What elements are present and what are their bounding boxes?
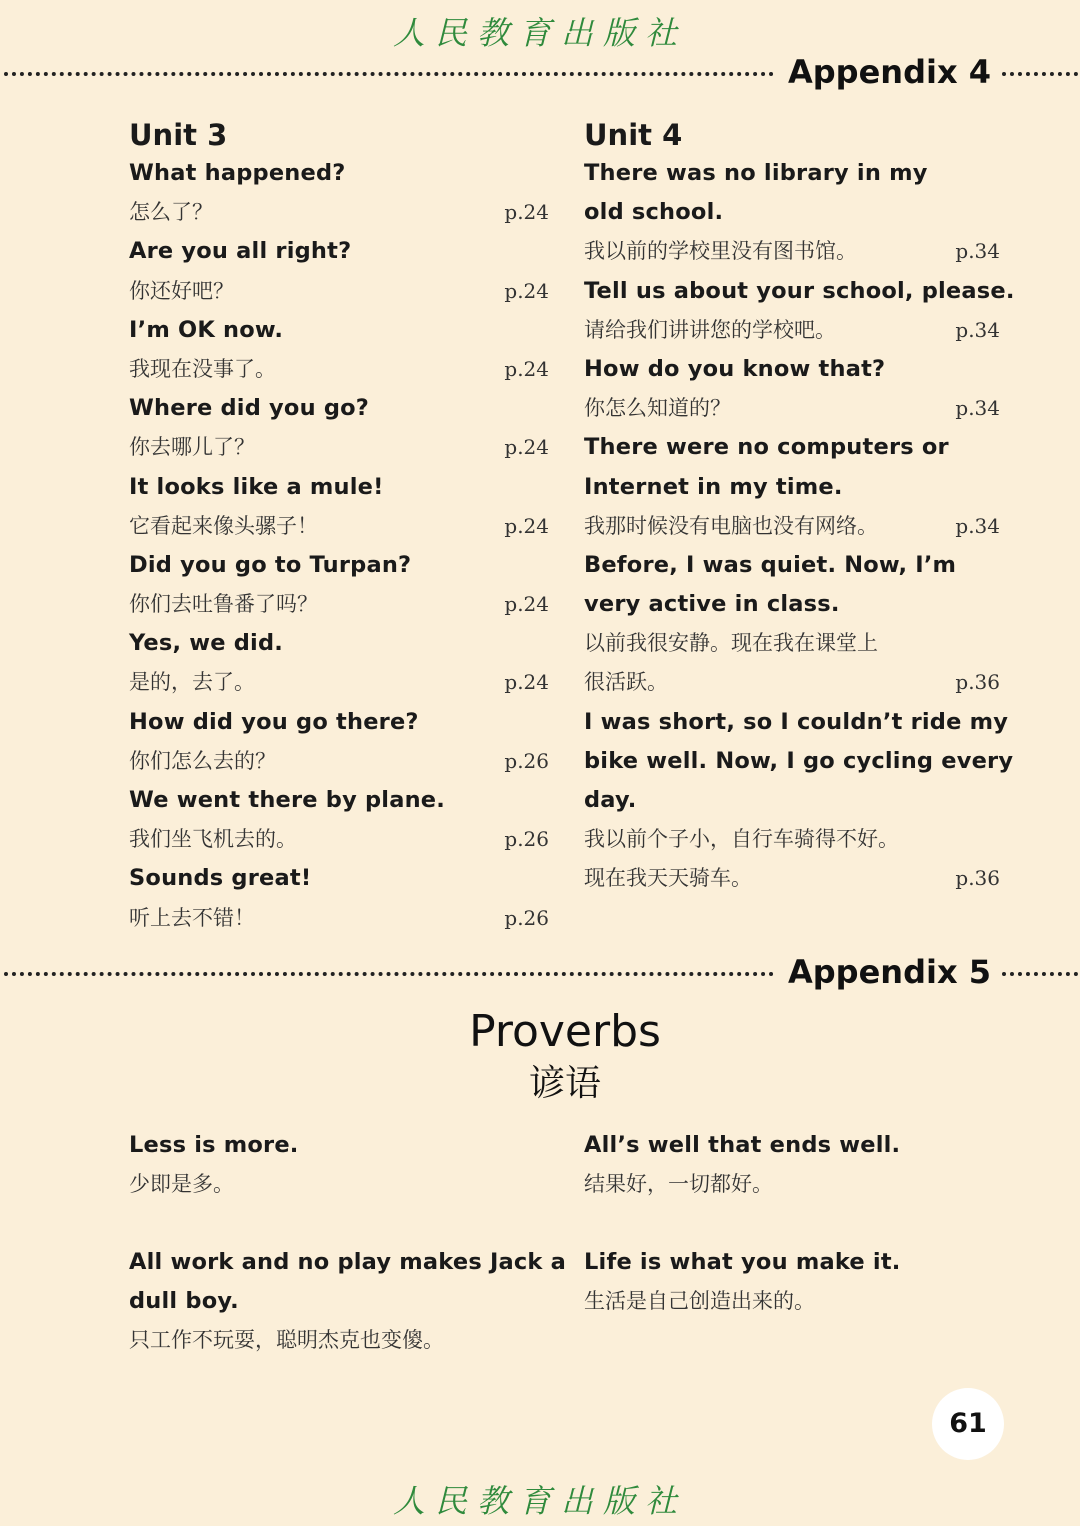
phrase-text: 我以前个子小，自行车骑得不好。 — [584, 827, 899, 852]
phrase-chinese — [129, 820, 549, 859]
phrase-chinese — [584, 663, 1000, 702]
phrase-english — [129, 624, 549, 663]
phrase-text: Are you all right? — [129, 238, 352, 265]
phrase-text: 我们坐飞机去的。 — [129, 827, 297, 852]
page-reference: p.26 — [504, 905, 549, 930]
phrase-chinese — [584, 232, 1000, 271]
phrase-english — [584, 272, 1015, 311]
phrase-english — [129, 546, 549, 585]
phrase-text: How did you go there? — [129, 708, 419, 735]
proverb-chinese: 生活是自己创造出来的。 — [584, 1289, 815, 1314]
phrase-text: There were no computers or — [584, 434, 949, 461]
phrase-text: bike well. Now, I go cycling every — [584, 747, 1014, 774]
proverb-english: dull boy. — [129, 1288, 239, 1315]
proverb-english: All’s well that ends well. — [584, 1132, 901, 1158]
unit4-phrases — [584, 154, 1015, 899]
page-reference: p.24 — [504, 356, 549, 381]
phrase-text: We went there by plane. — [129, 787, 446, 813]
phrase-text: 你们怎么去的？ — [129, 748, 276, 773]
phrase-chinese — [129, 507, 549, 546]
page-reference: p.24 — [504, 513, 549, 538]
phrase-english — [129, 859, 549, 898]
page-reference: p.34 — [955, 317, 1000, 342]
phrase-english — [584, 742, 1014, 781]
proverb-chinese: 少即是多。 — [129, 1172, 234, 1197]
phrase-english — [584, 428, 1000, 467]
phrase-english — [129, 389, 549, 428]
page-reference: p.26 — [504, 748, 549, 773]
phrase-text: 你怎么知道的？ — [584, 396, 731, 421]
page-reference: p.34 — [955, 239, 1000, 264]
phrase-text: Internet in my time. — [584, 473, 843, 500]
dotted-rule — [4, 972, 774, 976]
page-reference: p.24 — [504, 278, 549, 303]
proverbs-heading: Proverbs — [469, 1006, 661, 1057]
appendix5-header — [0, 952, 1080, 992]
page-reference: p.26 — [504, 827, 549, 852]
phrase-chinese — [584, 624, 1000, 663]
phrase-text: 怎么了？ — [129, 200, 213, 225]
phrase-text: day. — [584, 787, 637, 813]
phrase-text: I was short, so I couldn’t ride my — [584, 708, 1009, 735]
phrase-english — [584, 703, 1009, 742]
phrase-text: 是的，去了。 — [129, 670, 255, 695]
phrase-english — [584, 585, 1000, 624]
phrase-chinese — [129, 899, 549, 938]
publisher-logo-top: 人民教育出版社 — [392, 14, 687, 52]
page-reference: p.24 — [504, 592, 549, 617]
proverb-item — [584, 1243, 1014, 1321]
appendix4-title: Appendix 4 — [788, 53, 991, 91]
phrase-text: 你们去吐鲁番了吗？ — [129, 592, 318, 617]
phrase-text: 我以前的学校里没有图书馆。 — [584, 239, 857, 264]
unit3-title: Unit 3 — [129, 118, 228, 152]
phrase-text: What happened? — [129, 160, 346, 186]
phrase-english — [584, 154, 1000, 193]
phrase-text: It looks like a mule! — [129, 473, 384, 500]
phrase-english — [584, 468, 1000, 507]
phrase-text: Tell us about your school, please. — [584, 277, 1015, 304]
phrase-english — [584, 781, 1000, 820]
phrase-text: There was no library in my — [584, 160, 928, 186]
page-reference: p.34 — [955, 396, 1000, 421]
proverb-chinese: 结果好，一切都好。 — [584, 1172, 773, 1197]
phrase-english — [129, 468, 549, 507]
phrase-text: How do you know that? — [584, 355, 886, 382]
phrase-text: very active in class. — [584, 591, 840, 618]
phrase-text: Did you go to Turpan? — [129, 551, 412, 578]
unit3-column — [129, 118, 549, 938]
phrase-text: 你去哪儿了？ — [129, 435, 255, 460]
phrase-text: old school. — [584, 199, 724, 226]
phrase-text: Yes, we did. — [129, 630, 284, 657]
phrase-english — [584, 350, 1000, 389]
phrase-english — [129, 311, 549, 350]
phrase-text: 它看起来像头骡子！ — [129, 513, 318, 538]
phrase-english — [129, 703, 549, 742]
phrase-english — [129, 232, 549, 271]
dotted-rule — [4, 72, 774, 76]
phrase-text: 很活跃。 — [584, 670, 668, 695]
phrase-english — [129, 781, 549, 820]
phrase-text: 你还好吧？ — [129, 278, 234, 303]
proverb-item — [129, 1126, 559, 1204]
phrase-chinese — [129, 742, 549, 781]
phrase-text: Where did you go? — [129, 395, 370, 422]
phrase-text: 我那时候没有电脑也没有网络。 — [584, 513, 878, 538]
page-reference: p.36 — [955, 670, 1000, 695]
unit3-phrases — [129, 154, 549, 938]
phrase-chinese — [584, 859, 1000, 898]
phrase-chinese — [129, 663, 549, 702]
phrase-chinese — [129, 350, 549, 389]
phrase-chinese — [129, 272, 549, 311]
phrase-text: Sounds great! — [129, 865, 312, 892]
page-reference: p.24 — [504, 200, 549, 225]
appendix4-header — [0, 52, 1080, 92]
phrase-text: 请给我们讲讲您的学校吧。 — [584, 317, 836, 342]
dotted-rule — [1002, 72, 1078, 76]
proverbs-heading-zh: 谚语 — [528, 1063, 601, 1104]
phrase-text: 听上去不错！ — [129, 905, 255, 930]
phrase-chinese — [584, 389, 1000, 428]
phrase-chinese — [584, 820, 1000, 859]
page-reference: p.24 — [504, 435, 549, 460]
phrase-text: 以前我很安静。现在我在课堂上 — [584, 631, 878, 656]
phrase-text: Before, I was quiet. Now, I’m — [584, 551, 957, 578]
phrase-english — [129, 154, 549, 193]
unit4-title: Unit 4 — [584, 118, 683, 152]
page-reference: p.36 — [955, 866, 1000, 891]
proverb-chinese: 只工作不玩耍，聪明杰克也变傻。 — [129, 1328, 444, 1353]
phrase-chinese — [129, 193, 549, 232]
proverb-english: Life is what you make it. — [584, 1249, 901, 1275]
proverb-english: Less is more. — [129, 1132, 299, 1158]
phrase-chinese — [129, 585, 549, 624]
unit4-column — [584, 118, 1015, 899]
dotted-rule — [1002, 972, 1078, 976]
phrase-text: 我现在没事了。 — [129, 356, 276, 381]
phrase-english — [584, 193, 1000, 232]
phrase-text: I’m OK now. — [129, 316, 284, 343]
phrase-text: 现在我天天骑车。 — [584, 866, 752, 891]
publisher-logo-bottom: 人民教育出版社 — [392, 1482, 687, 1520]
proverb-english: All work and no play makes Jack a — [129, 1249, 567, 1275]
page-number: 61 — [932, 1388, 1004, 1460]
appendix5-title: Appendix 5 — [788, 953, 991, 991]
phrase-english — [584, 546, 1000, 585]
phrase-chinese — [584, 507, 1000, 546]
phrase-chinese — [584, 311, 1000, 350]
page-reference: p.34 — [955, 513, 1000, 538]
proverb-item — [129, 1243, 567, 1361]
page-reference: p.24 — [504, 670, 549, 695]
proverb-item — [584, 1126, 1014, 1204]
phrase-chinese — [129, 428, 549, 467]
